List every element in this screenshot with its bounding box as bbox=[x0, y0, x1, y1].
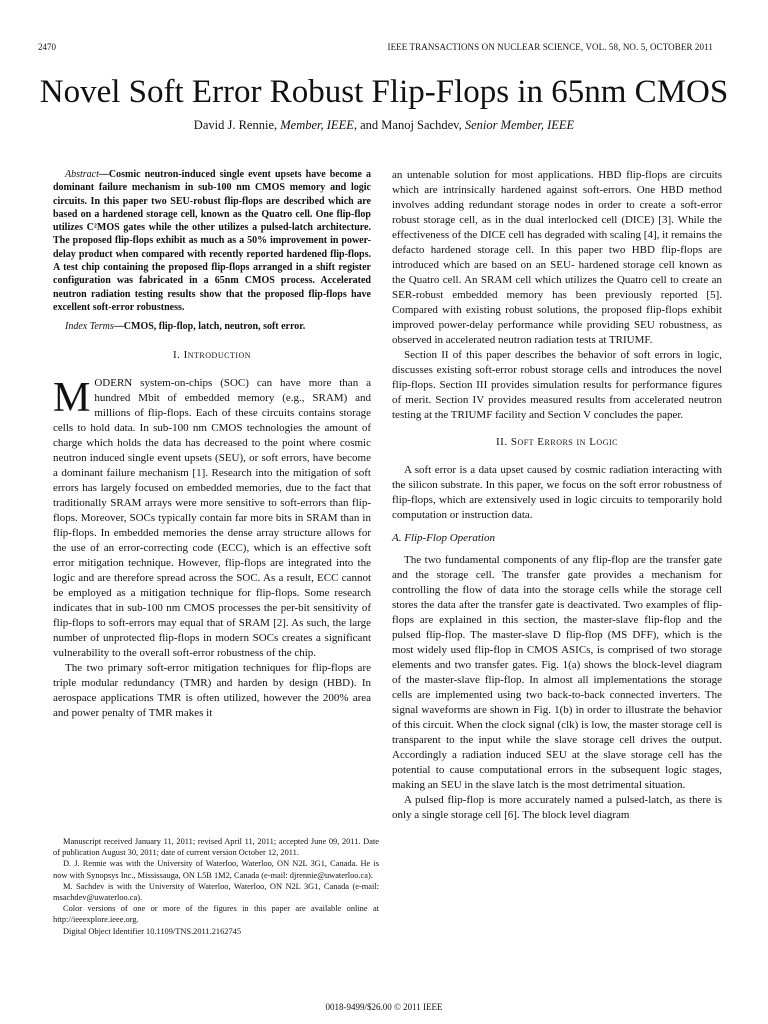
author-affiliation: Senior Member, IEEE bbox=[464, 118, 575, 132]
author-affiliation: Member, IEEE, bbox=[280, 118, 357, 132]
drop-cap: M bbox=[53, 374, 91, 421]
abstract bbox=[53, 168, 371, 314]
abstract-text: —Cosmic neutron-induced single event upsets have become a dominant failure mechanism in sub-100 nm CMOS memory and logic circuits. In this paper two SEU-robust flip-flops are described which are based on a hardened storage cell, known as the Quatro cell. One flip-flop utilizes C²MOS gates while the other utilizes a pulsed-latch architecture. The proposed flip-flops exhibit as much as a 50% improvement in power-delay product when compared with recently reported hardened flip-flops. A test chip containing the proposed flip-flops arranged in a shift register configuration was fabricated in a 65nm CMOS process. Accelerated neutron radiation testing results show that the proposed flip-flops have excellent soft-error robustness. bbox=[53, 169, 371, 313]
footnote-manuscript: Manuscript received January 11, 2011; revised April 11, 2011; accepted June 09, 2011. Date of publication August 30, 2011; date of current version October 12, 2011. bbox=[53, 837, 379, 858]
body-paragraph: A soft error is a data upset caused by cosmic radiation interacting with the silicon substrate. In this paper, we focus on the soft error robustness of flip-flops, which are extensively used in logic circuits to temporarily hold computation or instruction data. bbox=[392, 464, 722, 521]
index-terms bbox=[53, 320, 371, 333]
intro-paragraph bbox=[53, 376, 371, 661]
footnote-author1: D. J. Rennie was with the University of Waterloo, Waterloo, ON N2L 3G1, Canada. He is now with Synopsys Inc., Mississauga, ON L5B 1M2, Canada (e-mail: djrennie@uwaterloo.ca). bbox=[53, 859, 379, 880]
section-heading-introduction: I. Introduction bbox=[172, 348, 252, 361]
body-paragraph: an untenable solution for most applications. HBD flip-flops are circuits which are intrinsically hardened against soft-errors. One HBD method involves adding redundant storage nodes in order to create a soft-error robust storage cell, as in the dual interlocked cell (DICE) [3]. While the effectiveness of the DICE cell has degraded with scaling [4], it remains the defacto hardened storage cell. In this paper two HBD flip-flops are introduced which are based on an SEU- hardened storage cell known as the Quatro cell. An SRAM cell which utilizes the Quatro cell to create an SER-robust embedded memory has been previously reported [5]. Compared with existing robust solutions, the proposed flip-flops exhibit improved power-delay performance while providing SEU robustness, as observed in accelerated neutron radiation tests at TRIUMF. bbox=[392, 169, 722, 346]
lead-word: ODERN bbox=[94, 376, 133, 389]
intro-text: system-on-chips (SOC) can have more than a hundred Mbit of embedded memory (e.g., SRAM) and millions of flip-flops. Each of these circuits contains storage cells to hold data. In sub-100 nm CMOS technologies the amount of charge which holds the data has decreased to the point where cosmic neutron induced single event upsets (SEU), or soft errors, have become a dominant failure mechanism [1]. Research into the mitigation of soft errors has largely focused on embedded memories, due to the fact that traditionally SRAM arrays were more sensitive to soft-errors than flip-flops. Moreover, SOCs typically contain far more bits in SRAM than in flip-flops. In embedded memories the dense array structure allows for the use of an error-correcting code (ECC), which is an effective soft error mitigation technique. However, flip-flops are integrated into the logic and are therefore spread across the SOC. As a result, ECC cannot be employed as a mitigation technique for flip-flops. Some research indicates that in sub-100 nm CMOS processes the per-bit sensitivity of flip-flops to soft-errors may equal that of SRAM [2]. As such, the large number of unprotected flip-flops in modern SOCs creates a significant vulnerability to the overall soft-error robustness of the chip. bbox=[53, 376, 371, 659]
footnote-color-figures: Color versions of one or more of the figures in this paper are available online at http://ieeexplore.ieee.org. bbox=[53, 904, 379, 925]
subsection-heading-flip-flop-operation: A. Flip-Flop Operation bbox=[392, 532, 495, 544]
paper-title: Novel Soft Error Robust Flip-Flops in 65nm CMOS bbox=[39, 74, 729, 110]
author-conjunction: and bbox=[360, 118, 379, 132]
author-name: David J. Rennie, bbox=[193, 118, 278, 132]
journal-header: IEEE TRANSACTIONS ON NUCLEAR SCIENCE, VOL. 58, NO. 5, OCTOBER 2011 bbox=[387, 42, 713, 52]
copyright-footer: 0018-9499/$26.00 © 2011 IEEE bbox=[325, 1002, 443, 1012]
index-terms-label: Index Terms bbox=[65, 321, 114, 333]
left-column bbox=[53, 168, 371, 721]
footnote-author2: M. Sachdev is with the University of Waterloo, Waterloo, ON N2L 3G1, Canada (e-mail: msachdev@uwaterloo.ca). bbox=[53, 881, 379, 903]
footnotes bbox=[53, 836, 379, 937]
body-paragraph: A pulsed flip-flop is more accurately named a pulsed-latch, as there is only a single storage cell [6]. The block level diagram bbox=[392, 794, 722, 821]
page-number: 2470 bbox=[38, 42, 56, 52]
abstract-label: Abstract bbox=[65, 169, 99, 180]
index-terms-text: —CMOS, flip-flop, latch, neutron, soft error. bbox=[113, 321, 306, 333]
right-column bbox=[392, 168, 722, 823]
body-paragraph: The two primary soft-error mitigation techniques for flip-flops are triple modular redundancy (TMR) and harden by design (HBD). In aerospace applications TMR is often utilized, however the 200% area and power penalty of TMR makes it bbox=[53, 661, 371, 719]
author-line bbox=[0, 117, 768, 133]
author-name: Manoj Sachdev, bbox=[381, 118, 462, 132]
body-paragraph: Section II of this paper describes the behavior of soft errors in logic, discusses existing soft-error robust storage cells and introduces the novel flip-flops. Section III provides simulation results for performance figures of merit. Section IV provides measured results from accelerated neutron testing at the TRIUMF facility and Section V concludes the paper. bbox=[392, 349, 722, 421]
body-paragraph: The two fundamental components of any flip-flop are the transfer gate and the storage cell. The transfer gate provides a mechanism for controlling the flow of data into the storage cells while the storage cell stores the data after the transfer gate is deactivated. Two examples of flip-flops are explained in this section, the master-slave flip-flop and the pulsed flip-flop. The master-slave D flip-flop (MS DFF), which is the most widely used flip-flop in CMOS ASICs, is comprised of two storage elements and two transfer gates. Fig. 1(a) shows the block-level diagram of the master-slave flip-flop. In almost all implementations the storage cells are implemented using two back-to-back connected inverters. The signal waveforms are shown in Fig. 1(b) in order to illustrate the behavior of this circuit. When the clock signal (clk) is low, the master storage cell is transparent to the input while the slave storage cell drives the output. Accordingly a radiation induced SEU at the slave storage cell has the potential to cause computational errors in the subsequent logic stages, making an SEU in the slave latch is the most detrimental situation. bbox=[392, 554, 722, 791]
footnote-doi: Digital Object Identifier 10.1109/TNS.2011.2162745 bbox=[63, 926, 242, 936]
section-heading-soft-errors: II. Soft Errors in Logic bbox=[496, 436, 618, 448]
